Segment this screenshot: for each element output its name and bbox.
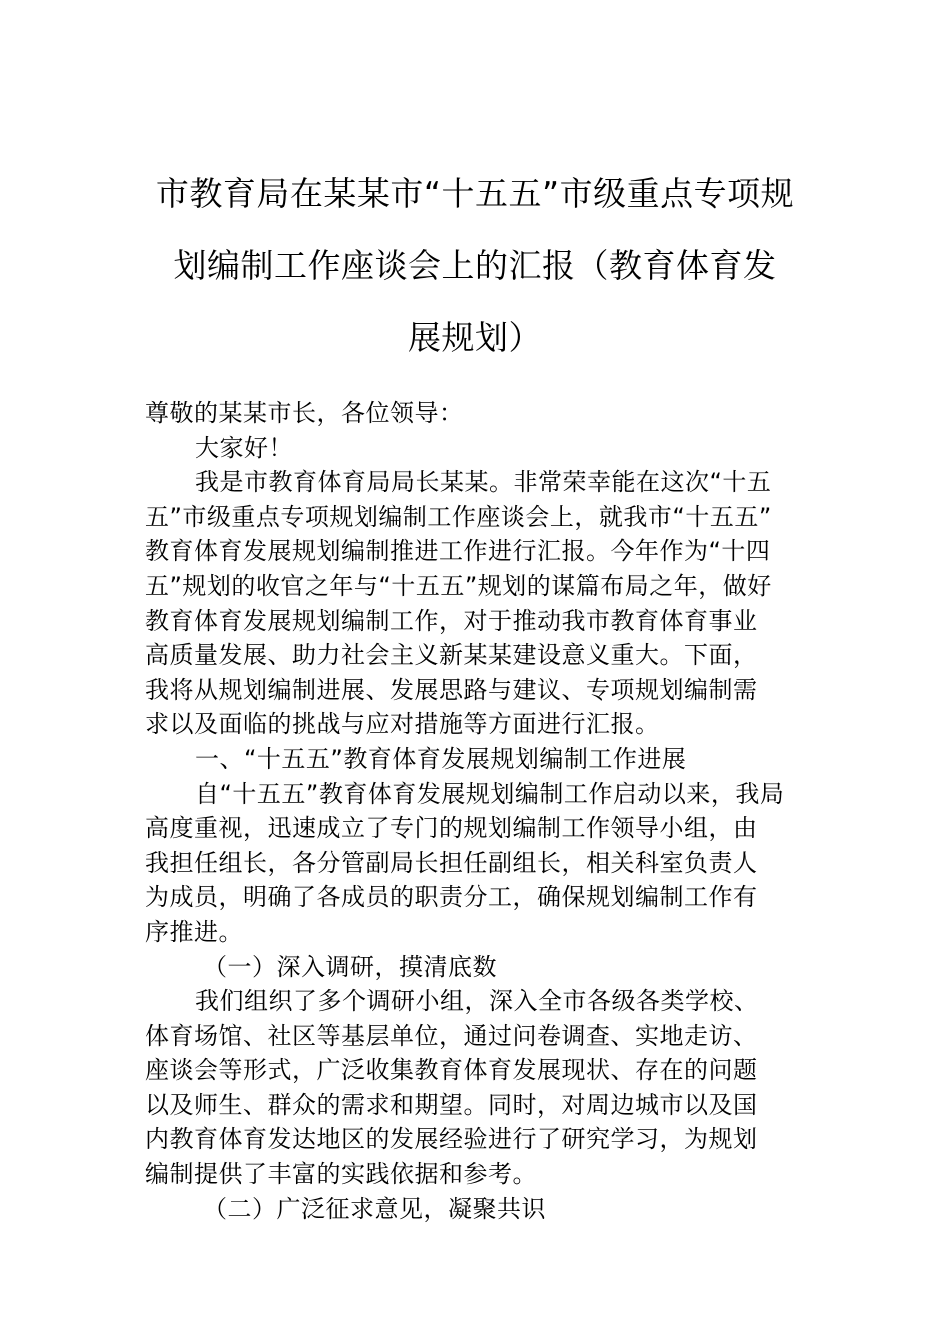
- salutation: 尊敬的某某市长，各位领导：: [145, 399, 464, 427]
- subsection-heading-1: （一）深入调研，摸清底数: [203, 952, 497, 981]
- body-line: 我担任组长，各分管副局长担任副组长，相关科室负责人: [145, 848, 758, 877]
- body-line: 五”市级重点专项规划编制工作座谈会上，就我市“十五五”: [145, 502, 772, 531]
- body-line: 求以及面临的挑战与应对措施等方面进行汇报。: [145, 710, 660, 739]
- title-line-3: 展规划）: [408, 318, 542, 357]
- body-line: 以及师生、群众的需求和期望。同时，对周边城市以及国: [145, 1090, 758, 1119]
- body-line: 自“十五五”教育体育发展规划编制工作启动以来，我局: [195, 779, 785, 808]
- document-body: [145, 396, 809, 1226]
- body-line: 体育场馆、社区等基层单位，通过问卷调查、实地走访、: [145, 1021, 758, 1050]
- body-line: 座谈会等形式，广泛收集教育体育发展现状、存在的问题: [145, 1056, 758, 1085]
- body-line: 为成员，明确了各成员的职责分工，确保规划编制工作有: [145, 883, 758, 912]
- document-title: [145, 158, 805, 374]
- subsection-heading-2: （二）广泛征求意见，凝聚共识: [203, 1194, 546, 1223]
- body-line: 我是市教育体育局局长某某。非常荣幸能在这次“十五: [195, 468, 772, 497]
- body-line: 五”规划的收官之年与“十五五”规划的谋篇布局之年，做好: [145, 571, 772, 600]
- body-line: 教育体育发展规划编制工作，对于推动我市教育体育事业: [145, 606, 758, 635]
- body-line: 内教育体育发达地区的发展经验进行了研究学习，为规划: [145, 1125, 758, 1154]
- title-line-2: 划编制工作座谈会上的汇报（教育体育发: [173, 246, 777, 285]
- title-line-1: 市教育局在某某市“十五五”市级重点专项规: [155, 174, 795, 213]
- body-line: 编制提供了丰富的实践依据和参考。: [145, 1160, 537, 1189]
- body-line: 序推进。: [145, 917, 243, 946]
- body-line: 教育体育发展规划编制推进工作进行汇报。今年作为“十四: [145, 537, 771, 566]
- section-heading-1: 一、“十五五”教育体育发展规划编制工作进展: [195, 744, 687, 773]
- greeting: 大家好！: [195, 433, 293, 462]
- body-line: 我们组织了多个调研小组，深入全市各级各类学校、: [195, 987, 759, 1016]
- body-line: 高度重视，迅速成立了专门的规划编制工作领导小组，由: [145, 814, 758, 843]
- body-line: 我将从规划编制进展、发展思路与建议、专项规划编制需: [145, 675, 758, 704]
- body-line: 高质量发展、助力社会主义新某某建设意义重大。下面，: [145, 641, 758, 670]
